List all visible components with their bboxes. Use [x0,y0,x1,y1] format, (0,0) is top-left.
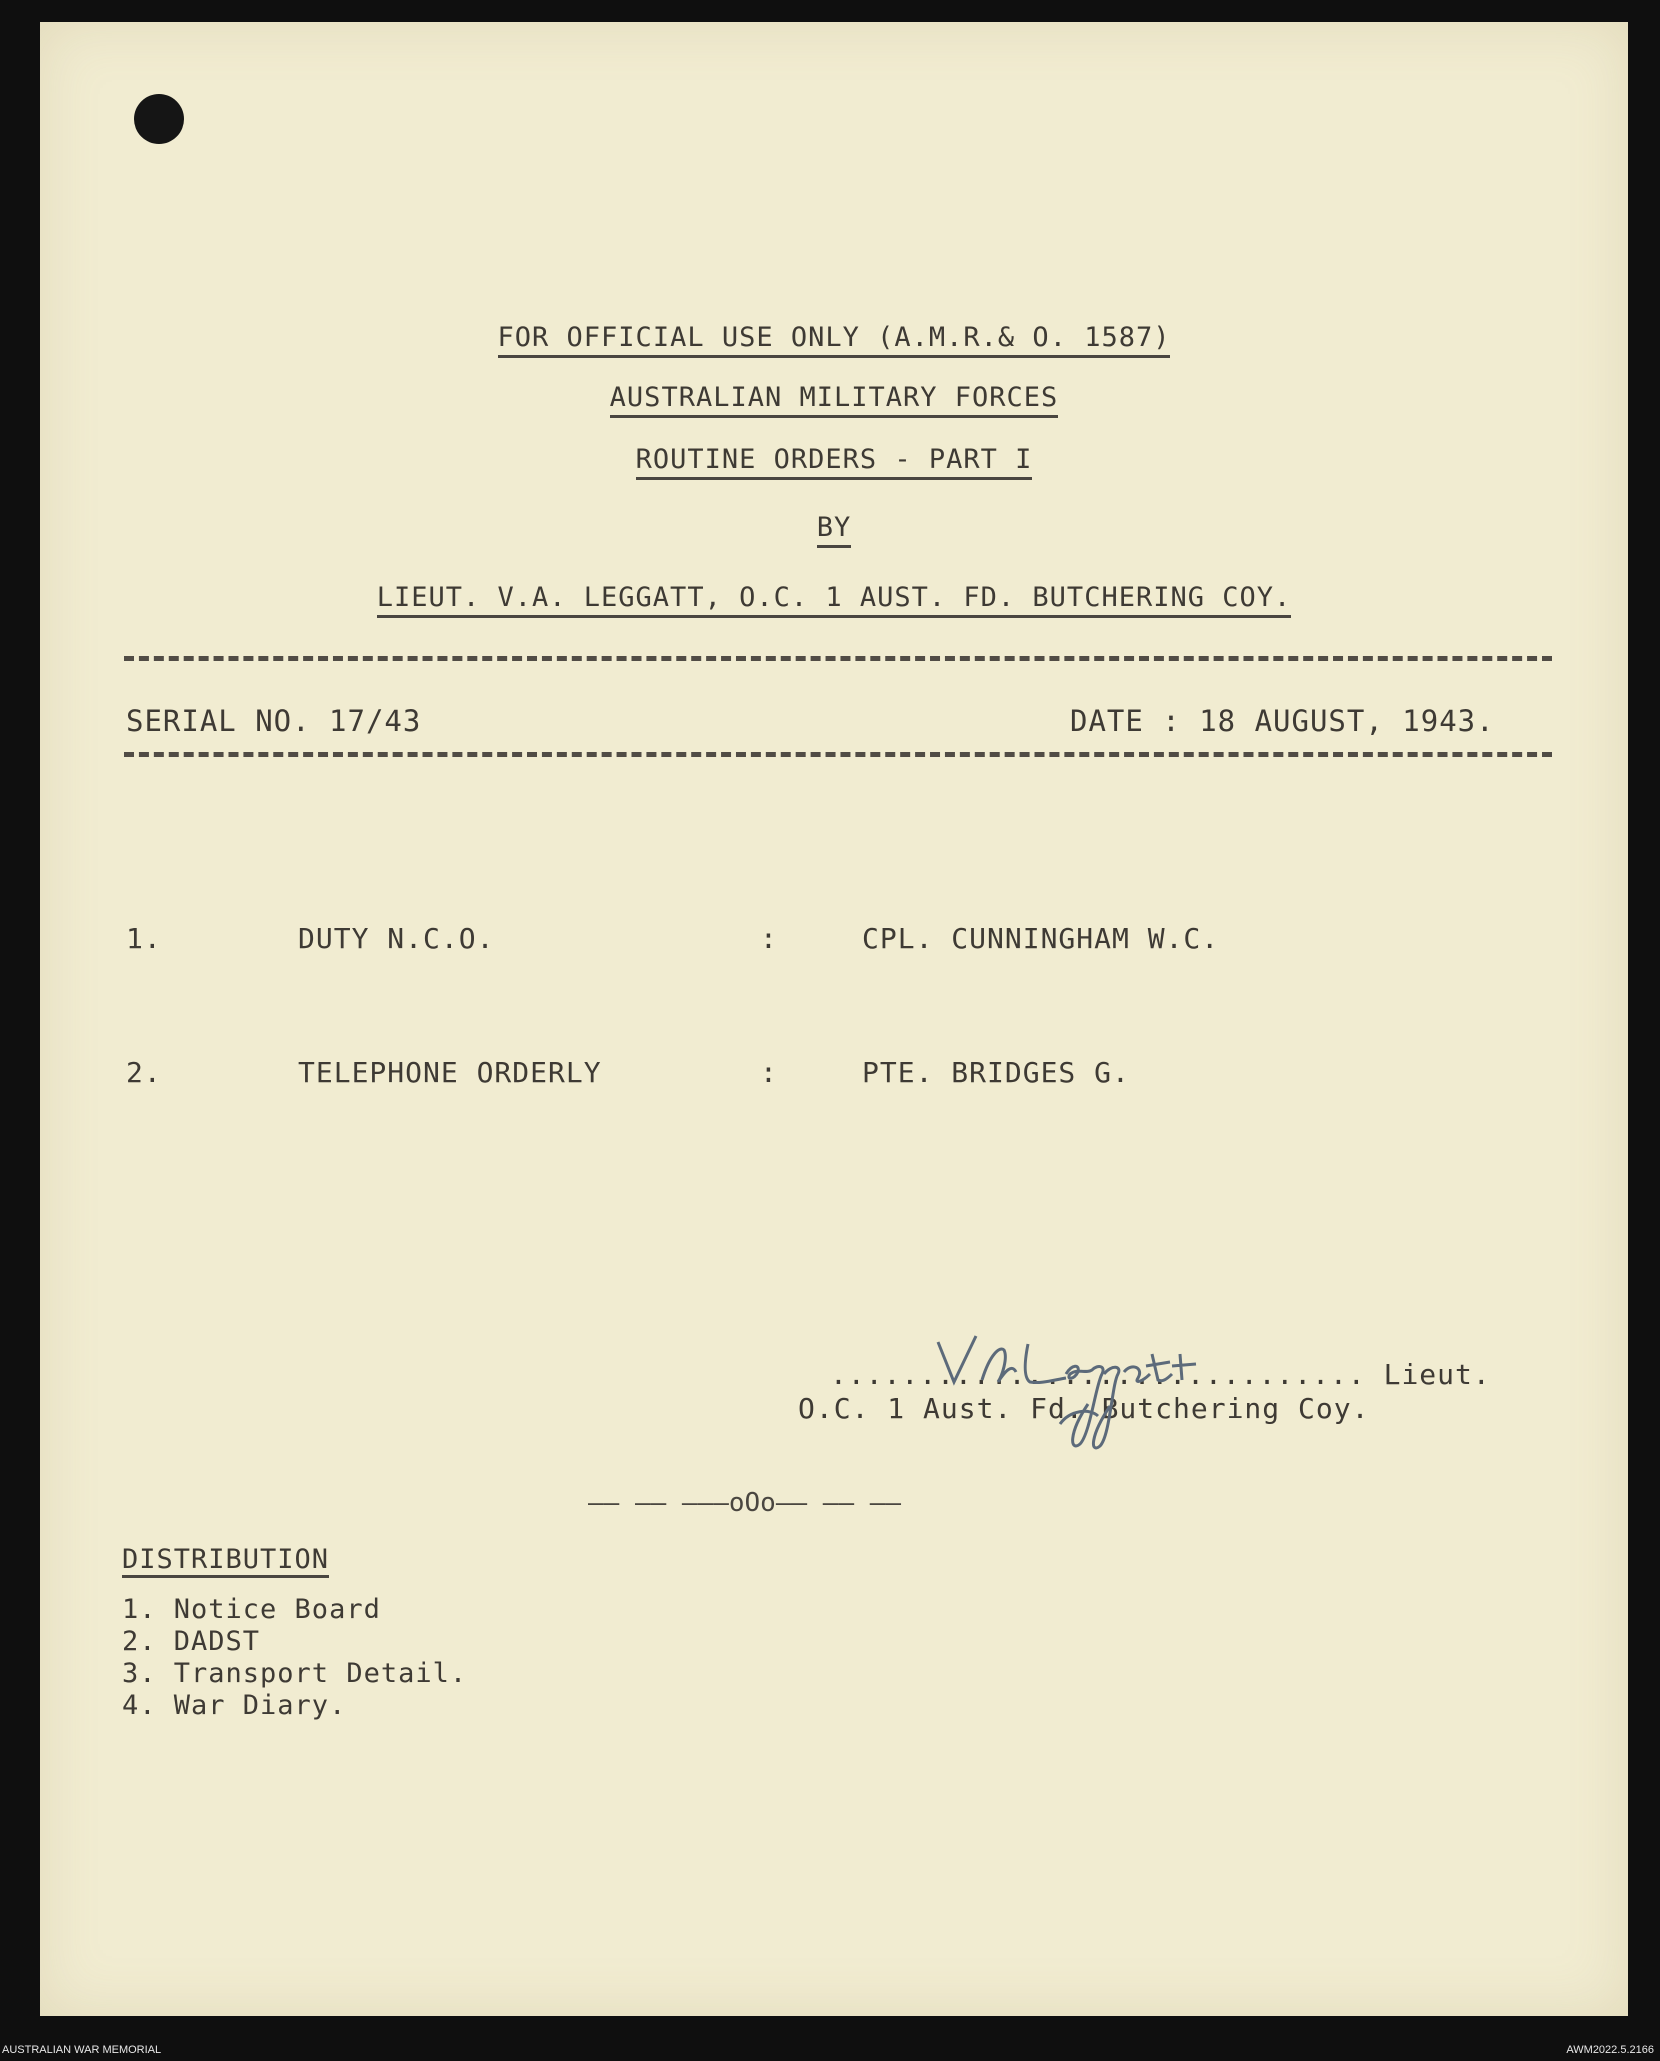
bottom-rule [124,752,1552,757]
archive-credit: AUSTRALIAN WAR MEMORIAL [2,2044,162,2056]
signature-unit: O.C. 1 Aust. Fd. Butchering Coy. [798,1392,1370,1425]
order-1-name: CPL. CUNNINGHAM W.C. [862,922,1220,955]
orders-heading: ROUTINE ORDERS - PART I [40,444,1628,475]
order-2-name: PTE. BRIDGES G. [862,1056,1130,1089]
by-heading: BY [40,512,1628,543]
archive-id: AWM2022.5.2166 [1566,2044,1654,2056]
distribution-item: 3. Transport Detail. [122,1658,468,1689]
order-1-role: DUTY N.C.O. [298,922,495,955]
punch-hole [134,94,184,144]
security-heading: FOR OFFICIAL USE ONLY (A.M.R.& O. 1587) [40,322,1628,353]
distribution-title: DISTRIBUTION [122,1544,329,1575]
signature-rank: Lieut. [1383,1358,1491,1391]
order-2-number: 2. [126,1056,162,1089]
distribution-item: 1. Notice Board [122,1594,381,1625]
top-rule [124,656,1552,661]
order-date: DATE : 18 AUGUST, 1943. [1070,704,1495,738]
distribution-item: 2. DADST [122,1626,261,1657]
document-page [40,22,1628,2016]
distribution-item: 4. War Diary. [122,1690,347,1721]
order-1-number: 1. [126,922,162,955]
forces-heading: AUSTRALIAN MILITARY FORCES [40,382,1628,413]
order-1-separator: : [760,922,778,955]
serial-number: SERIAL NO. 17/43 [126,704,422,738]
issuer-heading: LIEUT. V.A. LEGGATT, O.C. 1 AUST. FD. BUTCHERING COY. [40,582,1628,613]
order-2-separator: : [760,1056,778,1089]
signature-dots: .............................. [830,1358,1366,1391]
handwritten-signature [920,1324,1280,1484]
order-2-role: TELEPHONE ORDERLY [298,1056,602,1089]
section-divider: —— —— ———oOo—— —— —— [588,1488,902,1518]
distribution-list [122,1594,467,1722]
